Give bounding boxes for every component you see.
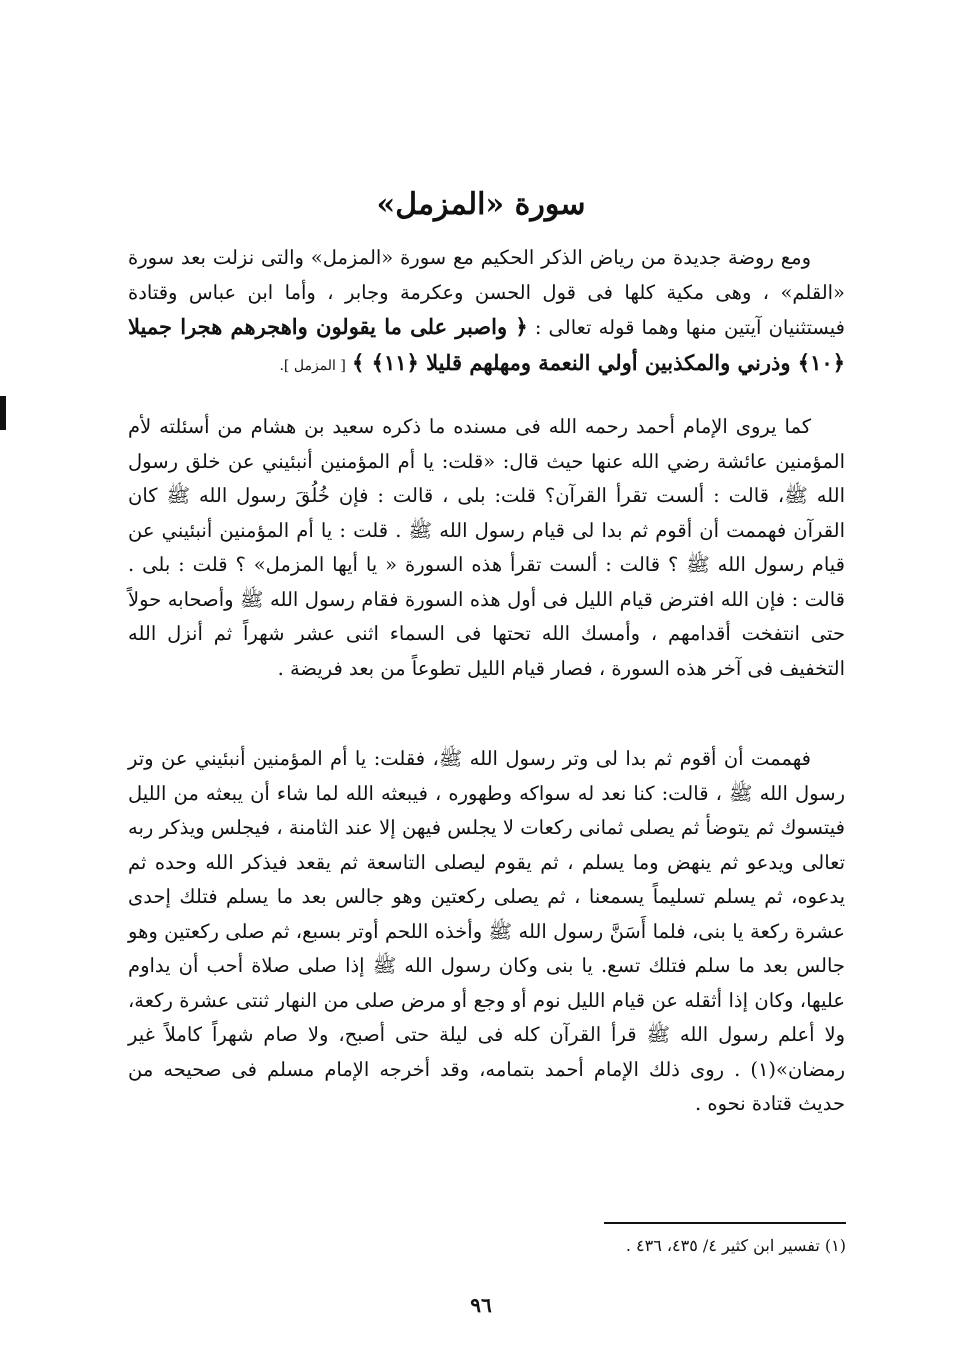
paragraph-hadith-1 (128, 410, 845, 686)
footnote: (١) تفسير ابن كثير ٤/ ٤٣٥، ٤٣٦ . (625, 1236, 846, 1255)
surah-reference: [ المزمل ]. (279, 357, 346, 374)
footnote-divider (604, 1222, 846, 1224)
paragraph-intro (128, 241, 845, 383)
chapter-title: سورة «المزمل» (376, 187, 586, 222)
paragraph-hadith-2 (128, 742, 845, 1122)
page-number: ٩٦ (470, 1293, 492, 1317)
hadith-1-text: كما يروى الإمام أحمد رحمه الله فى مسنده ما ذكره سعيد بن هشام من أسئلته لأم المؤمنين عائشة رضي الله عنها حيث قال: «قلت: يا أم المؤمنين أنبئيني عن خلق رسول الله ﷺ، قالت : ألست تقرأ القرآن؟ قلت: بلى ، قالت : فإن خُلُقَ رسول الله ﷺ كان القرآن فهممت أن أقوم ثم بدا لى قيام رسول الله ﷺ . قلت : يا أم المؤمنين أنبئيني عن قيام رسول الله ﷺ ؟ قالت : ألست تقرأ هذه السورة « يا أيها المزمل» ؟ قلت : بلى . قالت : فإن الله افترض قيام الليل فى أول هذه السورة فقام رسول الله ﷺ وأصحابه حولاً حتى انتفخت أقدامهم ، وأمسك الله تحتها فى السماء اثنى عشر شهراً ثم أنزل الله التخفيف فى آخر هذه السورة ، فصار قيام الليل تطوعاً من بعد فريضة . (128, 415, 845, 680)
scan-edge-mark (0, 396, 6, 430)
quran-verse: ﴿ واصبر على ما يقولون واهجرهم هجرا جميلا ﴿١٠﴾ وذرني والمكذبين أولي النعمة ومهلهم قليلا ﴿١١﴾ ﴾ (128, 314, 845, 375)
hadith-2-text: فهممت أن أقوم ثم بدا لى وتر رسول الله ﷺ، فقلت: يا أم المؤمنين أنبئيني عن وتر رسول الله ﷺ ، قالت: كنا نعد له سواكه وطهوره ، فيبعثه الله لما شاء أن يبعثه من الليل فيتسوك ثم يتوضأ ثم يصلى ثمانى ركعات لا يجلس فيهن إلا عند الثامنة ، فيجلس ويذكر ربه تعالى ويدعو ثم ينهض وما يسلم ، ثم يقوم ليصلى التاسعة ثم يقعد فيذكر الله وحده ثم يدعوه، ثم يسلم تسليماً يسمعنا ، ثم يصلى ركعتين وهو جالس بعد ما يسلم فتلك إحدى عشرة ركعة يا بنى، فلما أَسَنَّ رسول الله ﷺ وأخذه اللحم أوتر بسبع، ثم صلى ركعتين وهو جالس بعد ما سلم فتلك تسع. يا بنى وكان رسول الله ﷺ إذا صلى صلاة أحب أن يداوم عليها، وكان إذا أثقله عن قيام الليل نوم أو وجع أو مرض صلى من النهار ثنتى عشرة ركعة، ولا أعلم رسول الله ﷺ قرأ القرآن كله فى ليلة حتى أصبح، ولا صام شهراً كاملاً غير رمضان»(١) . روى ذلك الإمام أحمد بتمامه، وقد أخرجه الإمام مسلم فى صحيحه من حديث قتادة نحوه . (128, 747, 845, 1115)
intro-text: ومع روضة جديدة من رياض الذكر الحكيم مع سورة «المزمل» والتى نزلت بعد سورة «القلم» ، وهى مكية كلها فى قول الحسن وعكرمة وجابر ، وأما ابن عباس وقتادة فيستثنيان آيتين منها وهما قوله تعالى : (128, 246, 845, 339)
